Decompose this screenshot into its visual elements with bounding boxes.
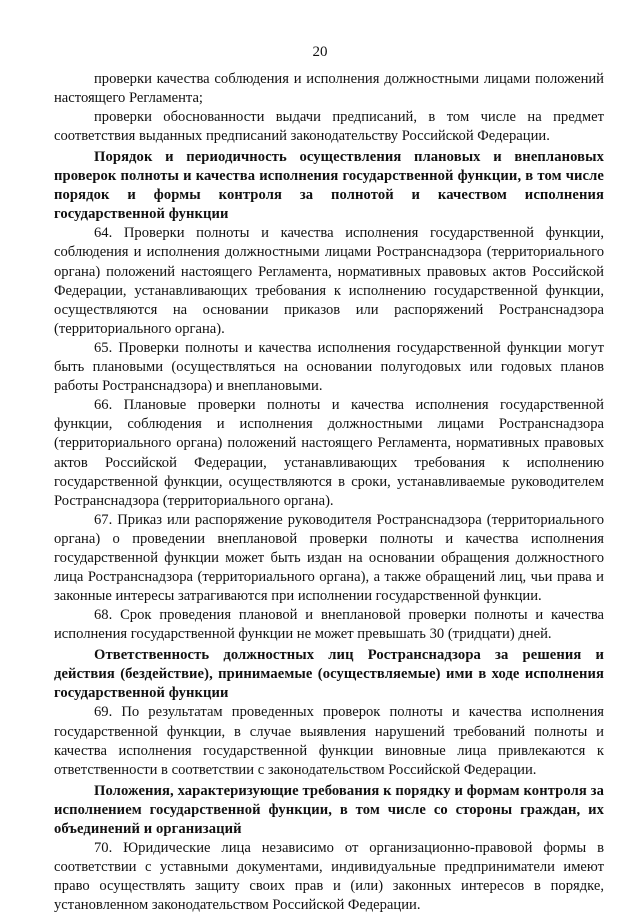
- paragraph: 68. Срок проведения плановой и внеплановой проверки полноты и качества исполнения государственной функции не может превышать 30 (тридцати) дней.: [54, 607, 604, 643]
- paragraph: 70. Юридические лица независимо от организационно-правовой формы в соответствии с уставными документами, индивидуальные предприниматели имеют право осуществлять защиту своих прав и (или) законных интересов в порядке, установленном законодательством Российской Федерации.: [54, 839, 604, 914]
- paragraph: 67. Приказ или распоряжение руководителя Ространснадзора (территориального органа) о проведении внеплановой проверки полноты и качества исполнения государственной функции может быть издан на основании обращения должностного лица Ространснадзора (территориального органа), а также обращений лиц, чьи права и законные интересы затрагиваются при исполнении государственной функции.: [54, 511, 604, 605]
- paragraph: проверки качества соблюдения и исполнения должностными лицами положений настоящего Регламента;: [54, 71, 604, 107]
- section-heading: Положения, характеризующие требования к порядку и формам контроля за исполнением государственной функции, в том числе со стороны граждан, их объединений и организаций: [54, 782, 604, 837]
- section-heading: Ответственность должностных лиц Ространснадзора за решения и действия (бездействие), принимаемые (осуществляемые) ими в ходе исполнения государственной функции: [54, 647, 604, 702]
- paragraph: 66. Плановые проверки полноты и качества исполнения государственной функции, соблюдения и исполнения должностными лицами Ространснадзора (территориального органа) положений настоящего Регламента, нормативных правовых актов Российской Федерации, устанавливающих требования к исполнению государственной функции, осуществляются в сроки, устанавливаемые руководителем Ространснадзора (территориального органа).: [54, 397, 604, 509]
- document-body: [54, 70, 604, 915]
- paragraph: 69. По результатам проведенных проверок полноты и качества исполнения государственной функции, в случае выявления нарушений требований полноты и качества исполнения государственной функции виновные лица привлекаются к ответственности в соответствии с законодательством Российской Федерации.: [54, 704, 604, 778]
- paragraph: проверки обоснованности выдачи предписаний, в том числе на предмет соответствия выданных предписаний законодательству Российской Федерации.: [54, 109, 604, 145]
- section-heading: Порядок и периодичность осуществления плановых и внеплановых проверок полноты и качества исполнения государственной функции, в том числе порядок и формы контроля за полнотой и качеством исполнения государственной функции: [54, 149, 604, 223]
- paragraph: 64. Проверки полноты и качества исполнения государственной функции, соблюдения и исполнения должностными лицами Ространснадзора (территориального органа) положений настоящего Регламента, нормативных правовых актов Российской Федерации, устанавливающих требования к исполнению государственной функции, осуществляются на основании приказов или распоряжений Ространснадзора (территориального органа).: [54, 225, 604, 337]
- paragraph: 65. Проверки полноты и качества исполнения государственной функции могут быть плановыми (осуществляться на основании полугодовых или годовых планов работы Ространснадзора) и внеплановыми.: [54, 339, 604, 395]
- page-number: 20: [312, 44, 328, 60]
